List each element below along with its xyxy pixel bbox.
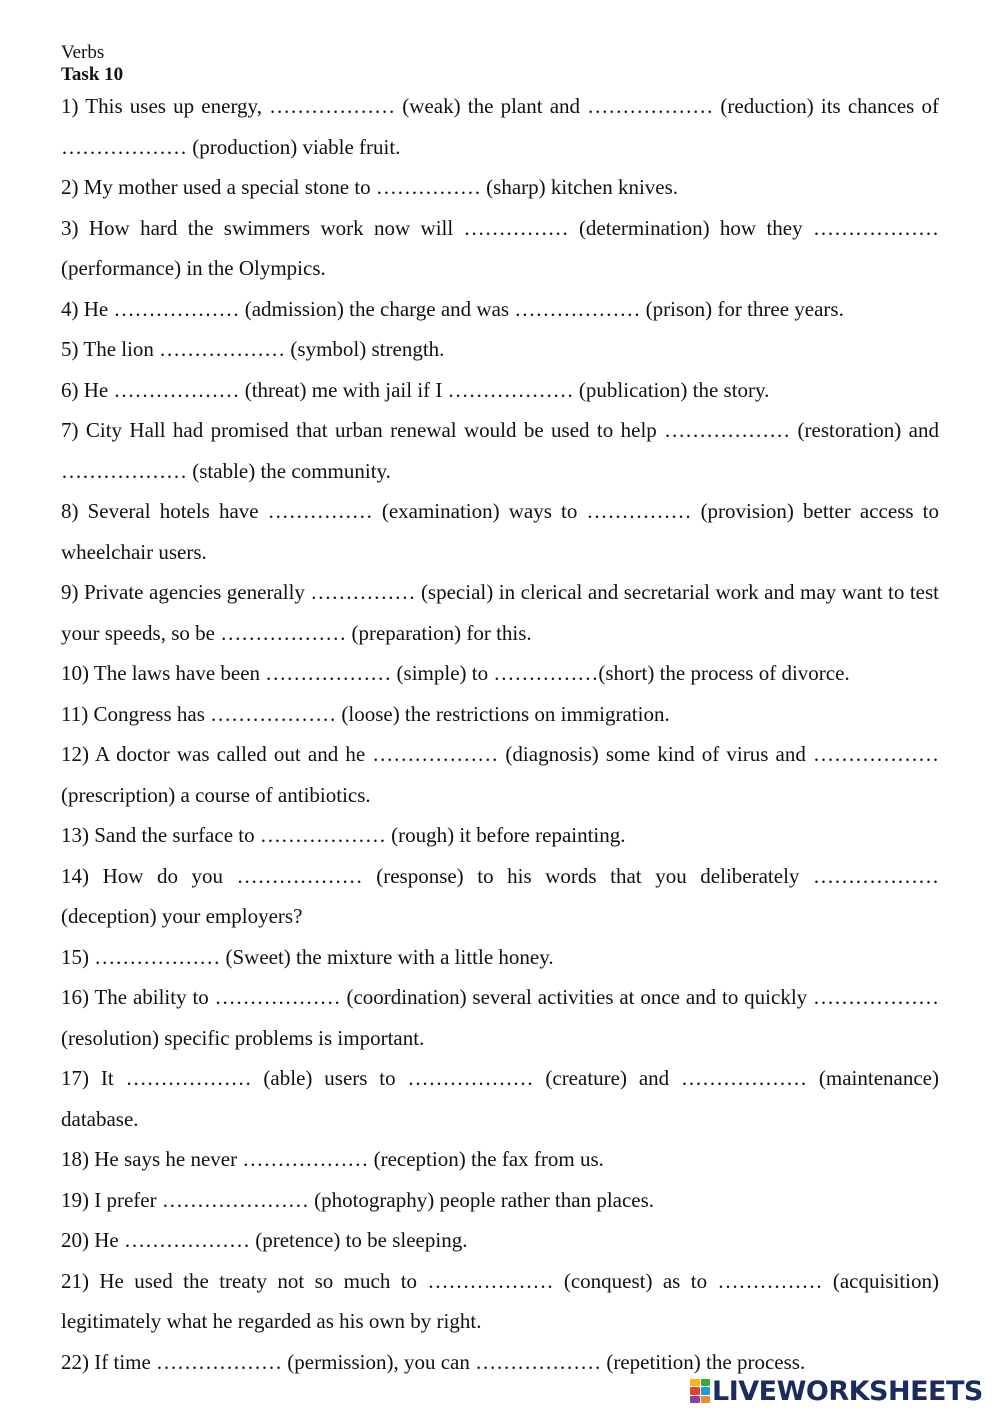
exercise-item: 13) Sand the surface to ……………… (rough) it before repainting.	[61, 823, 626, 847]
exercise-item: 10) The laws have been ……………… (simple) to ……………(short) the process of divorce.	[61, 661, 850, 685]
logo-block	[701, 1396, 711, 1403]
logo-block	[690, 1396, 700, 1403]
task-title: Task 10	[61, 64, 124, 85]
exercise-list	[61, 86, 939, 1382]
exercise-item: 21) He used the treaty not so much to ……………… (conquest) as to …………… (acquisition) legitimately what he regarded as his own by right.	[61, 1268, 939, 1333]
exercise-item: 9) Private agencies generally …………… (special) in clerical and secretarial work and may want to test your speeds, so be ……………… (preparation) for this.	[61, 580, 939, 645]
exercise-item: 6) He ……………… (threat) me with jail if I ……………… (publication) the story.	[61, 377, 770, 402]
exercise-item: 19) I prefer ………………… (photography) people rather than places.	[61, 1187, 655, 1212]
exercise-item: 8) Several hotels have …………… (examination) ways to …………… (provision) better access to wheelchair users.	[61, 499, 939, 564]
logo-block	[701, 1387, 711, 1394]
exercise-item: 2) My mother used a special stone to …………… (sharp) kitchen knives.	[61, 175, 679, 199]
exercise-item: 14) How do you ……………… (response) to his words that you deliberately ……………… (deception) your employers?	[61, 863, 939, 928]
exercise-item: 20) He ……………… (pretence) to be sleeping.	[61, 1228, 468, 1252]
exercise-item: 1) This uses up energy, ……………… (weak) the plant and ……………… (reduction) its chances of ……………… (production) viable fruit.	[61, 94, 939, 159]
exercise-item: 12) A doctor was called out and he ……………… (diagnosis) some kind of virus and ……………… (prescription) a course of antibiotics.	[61, 742, 939, 807]
worksheet-page	[61, 42, 939, 1382]
exercise-item: 7) City Hall had promised that urban renewal would be used to help ……………… (restoration) and ……………… (stable) the community.	[61, 418, 939, 483]
exercise-item: 3) How hard the swimmers work now will …………… (determination) how they ……………… (performance) in the Olympics.	[61, 215, 939, 280]
exercise-item: 22) If time ……………… (permission), you can ……………… (repetition) the process.	[61, 1349, 806, 1374]
subject-label: Verbs	[61, 42, 105, 63]
exercise-item: 15) ……………… (Sweet) the mixture with a little honey.	[61, 944, 554, 969]
exercise-item: 11) Congress has ……………… (loose) the restrictions on immigration.	[61, 701, 670, 726]
exercise-item: 18) He says he never ……………… (reception) the fax from us.	[61, 1147, 604, 1171]
exercise-item: 4) He ……………… (admission) the charge and was ……………… (prison) for three years.	[61, 296, 844, 321]
logo-block	[701, 1379, 711, 1386]
exercise-item: 16) The ability to ……………… (coordination) several activities at once and to quickly ……………… (resolution) specific problems is important.	[61, 985, 939, 1050]
liveworksheets-logo	[690, 1376, 983, 1406]
logo-text: LIVEWORKSHEETS	[712, 1375, 983, 1407]
exercise-item: 17) It ……………… (able) users to ……………… (creature) and ……………… (maintenance) database.	[61, 1066, 939, 1131]
exercise-item: 5) The lion ……………… (symbol) strength.	[61, 337, 445, 361]
logo-block	[690, 1379, 700, 1386]
liveworksheets-logo-icon	[690, 1379, 710, 1403]
logo-block	[690, 1387, 700, 1394]
